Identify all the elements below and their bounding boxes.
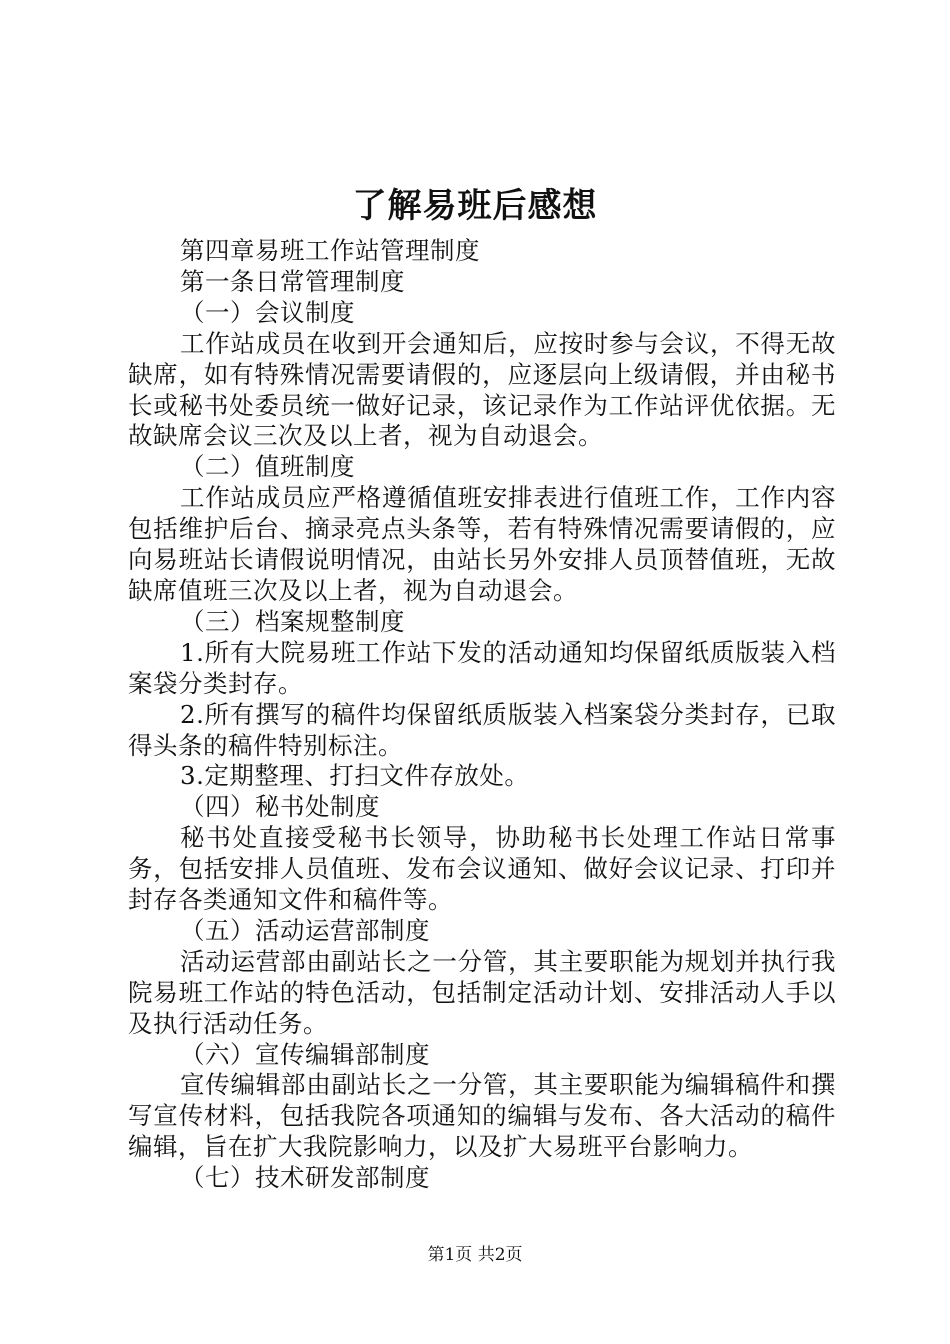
section-heading-meeting: （一）会议制度: [180, 297, 355, 327]
section-heading-archive: （三）档案规整制度: [180, 606, 405, 636]
chapter-heading: 第四章易班工作站管理制度: [180, 236, 480, 265]
section-heading-publicity: （六）宣传编辑部制度: [180, 1039, 430, 1069]
list-item-archive-2: 2.所有撰写的稿件均保留纸质版装入档案袋分类封存，已取得头条的稿件特别标注。: [128, 699, 836, 760]
section-heading-tech: （七）技术研发部制度: [180, 1163, 430, 1193]
section-heading-secretariat: （四）秘书处制度: [180, 792, 380, 822]
article-heading: 第一条日常管理制度: [180, 266, 405, 296]
list-item-archive-1: 1.所有大院易班工作站下发的活动通知均保留纸质版装入档案袋分类封存。: [128, 637, 836, 698]
section-heading-duty: （二）值班制度: [180, 452, 355, 482]
document-body: [128, 236, 836, 1194]
page-footer: 第1页 共2页: [427, 1245, 523, 1265]
list-item-archive-3: 3.定期整理、打扫文件存放处。: [180, 761, 530, 791]
paragraph-duty: 工作站成员应严格遵循值班安排表进行值班工作，工作内容包括维护后台、摘录亮点头条等，若有特殊情况需要请假的，应向易班站长请假说明情况，由站长另外安排人员顶替值班，无故缺席值班三次及以上者，视为自动退会。: [128, 483, 836, 605]
paragraph-meeting: 工作站成员在收到开会通知后，应按时参与会议，不得无故缺席，如有特殊情况需要请假的，应逐层向上级请假，并由秘书长或秘书处委员统一做好记录，该记录作为工作站评优依据。无故缺席会议三次及以上者，视为自动退会。: [128, 328, 836, 451]
document-title: 了解易班后感想: [352, 186, 598, 226]
section-heading-operations: （五）活动运营部制度: [180, 915, 430, 945]
paragraph-secretariat: 秘书处直接受秘书长领导，协助秘书长处理工作站日常事务，包括安排人员值班、发布会议通知、做好会议记录、打印并封存各类通知文件和稿件等。: [128, 823, 836, 915]
paragraph-publicity: 宣传编辑部由副站长之一分管，其主要职能为编辑稿件和撰写宣传材料，包括我院各项通知的编辑与发布、各大活动的稿件编辑，旨在扩大我院影响力，以及扩大易班平台影响力。: [128, 1070, 836, 1162]
paragraph-operations: 活动运营部由副站长之一分管，其主要职能为规划并执行我院易班工作站的特色活动，包括制定活动计划、安排活动人手以及执行活动任务。: [128, 946, 836, 1038]
